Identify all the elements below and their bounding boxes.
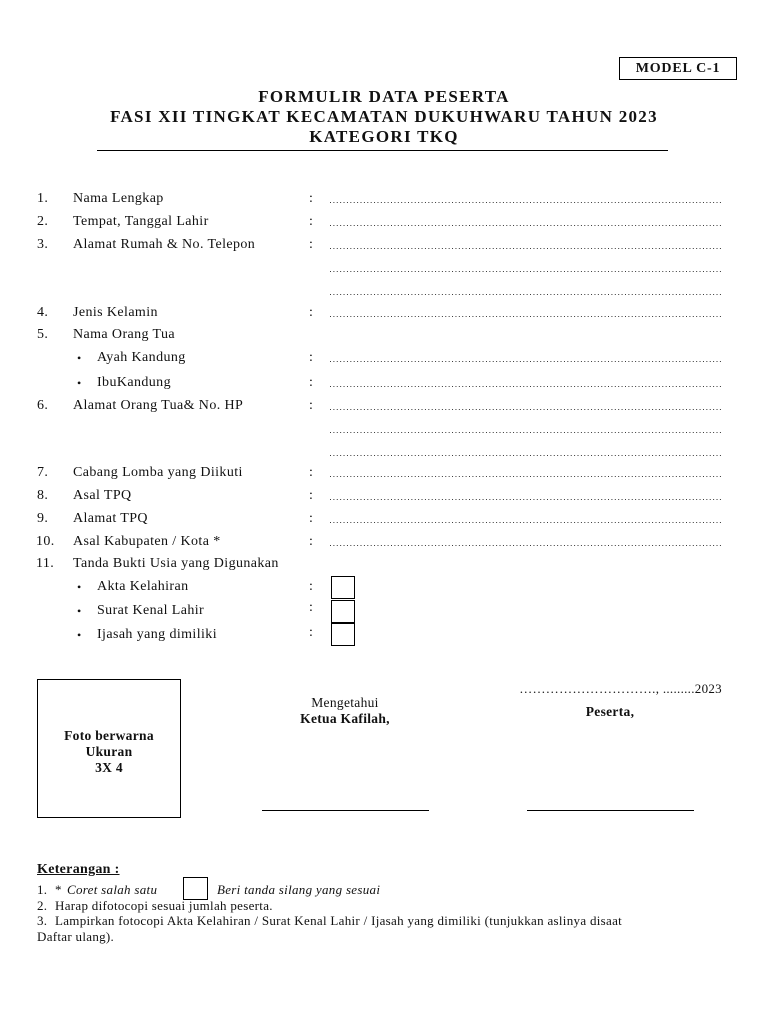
field-colon: : [309,191,314,206]
bullet-icon: • [77,351,82,365]
field-colon: : [309,375,314,390]
field-sub-label: Akta Kelahiran [97,579,189,594]
checkbox [331,600,355,623]
fill-in-line [330,455,722,456]
approval-signature-line [262,810,429,811]
field-colon: : [309,488,314,503]
approval-role: Ketua Kafilah, [300,711,390,726]
field-colon: : [309,398,314,413]
field-number: 10. [36,534,55,549]
field-nama-orang-tua [0,327,768,343]
field-label: Alamat Rumah & No. Telepon [73,237,256,252]
participant-signature-line [527,810,694,811]
field-alamat-orang-tua [0,398,768,414]
field-number: 3. [37,237,49,252]
note-text: Beri tanda silang yang sesuai [217,882,381,897]
field-colon: : [309,579,314,594]
fill-in-line [330,294,722,295]
field-number: 8. [37,488,49,503]
photo-caption-line: 3X 4 [95,760,123,775]
checkbox [331,576,355,599]
bullet-icon: • [77,376,82,390]
event-title: FASI XII TINGKAT KECAMATAN DUKUHWARU TAHUN 2023 [110,107,658,126]
field-label: Tempat, Tanggal Lahir [73,214,209,229]
field-number: 5. [37,327,49,342]
field-colon: : [309,625,314,640]
bullet-icon: • [77,628,82,642]
field-ibu-kandung [0,375,768,391]
field-label: Nama Lengkap [73,191,164,206]
field-label: Tanda Bukti Usia yang Digunakan [73,556,279,571]
fill-in-line [330,522,722,523]
field-alamat-rumah-line-2 [0,260,768,276]
field-jenis-kelamin [0,305,768,321]
field-label: Asal TPQ [73,488,132,503]
fill-in-line [330,248,722,249]
field-alamat-orang-tua-line-2 [0,421,768,437]
note-text: Coret salah satu [67,882,158,897]
field-sub-label: Ayah Kandung [97,350,186,365]
field-sub-label: Ijasah yang dimiliki [97,627,217,642]
field-number: 9. [37,511,49,526]
field-nama-lengkap [0,191,768,207]
field-colon: : [309,305,314,320]
field-tempat-tanggal-lahir [0,214,768,230]
fill-in-line [330,386,722,387]
field-number: 1. [37,191,49,206]
field-colon: : [309,237,314,252]
note-text: Harap difotocopi sesuai jumlah peserta. [55,898,273,913]
field-label: Cabang Lomba yang Diikuti [73,465,243,480]
photo-placeholder-box [37,679,181,818]
note-text-continued: Daftar ulang). [37,929,115,944]
note-number: 3. [37,913,48,928]
field-number: 4. [37,305,49,320]
field-label: Alamat TPQ [73,511,148,526]
fill-in-line [330,271,722,272]
field-colon: : [309,465,314,480]
field-colon: : [309,214,314,229]
note-number: 2. [37,898,48,913]
approval-caption: Mengetahui [311,695,379,710]
field-akta-kelahiran [0,579,768,595]
field-colon: : [309,534,314,549]
photo-caption-line: Foto berwarna [64,728,154,743]
field-label: Nama Orang Tua [73,327,176,342]
field-tanda-bukti-usia [0,556,768,572]
fill-in-line [330,499,722,500]
field-label: Asal Kabupaten / Kota * [73,534,221,549]
fill-in-line [330,432,722,433]
field-colon: : [309,511,314,526]
fill-in-line [330,225,722,226]
field-alamat-rumah [0,237,768,253]
participant-role: Peserta, [585,704,635,719]
field-label: Alamat Orang Tua& No. HP [73,398,244,413]
model-label: MODEL C-1 [619,57,737,80]
field-asal-kabupaten [0,534,768,550]
fill-in-line [330,476,722,477]
field-number: 7. [37,465,49,480]
field-number: 11. [36,556,55,571]
photo-caption-line: Ukuran [85,744,133,759]
title-underline [97,150,668,151]
field-alamat-tpq [0,511,768,527]
field-sub-label: Surat Kenal Lahir [97,603,205,618]
place-date-line: …………………………., .........2023 [519,681,722,696]
note-number: 1. [37,882,48,897]
field-alamat-orang-tua-line-3 [0,444,768,460]
field-label: Jenis Kelamin [73,305,158,320]
field-alamat-rumah-line-3 [0,283,768,299]
field-number: 6. [37,398,49,413]
field-surat-kenal-lahir [0,600,768,619]
legend-checkbox [183,877,208,900]
fill-in-line [330,316,722,317]
field-asal-tpq [0,488,768,504]
note-text: Lampirkan fotocopi Akta Kelahiran / Surat Kenal Lahir / Ijasah yang dimiliki (tunjukkan aslinya disaat [55,913,623,928]
field-ijasah [0,627,768,643]
field-colon: : [309,350,314,365]
fill-in-line [330,409,722,410]
fill-in-line [330,545,722,546]
note-asterisk: * [55,882,62,897]
fill-in-line [330,202,722,203]
field-ayah-kandung [0,350,768,366]
fill-in-line [330,361,722,362]
form-title: FORMULIR DATA PESERTA [258,87,510,106]
bullet-icon: • [77,604,82,618]
bullet-icon: • [77,580,82,594]
field-sub-label: IbuKandung [97,375,171,390]
field-colon: : [309,600,314,615]
field-cabang-lomba [0,465,768,481]
checkbox [331,623,355,646]
category-title: KATEGORI TKQ [309,127,459,146]
notes-heading: Keterangan : [37,862,120,877]
field-number: 2. [37,214,49,229]
